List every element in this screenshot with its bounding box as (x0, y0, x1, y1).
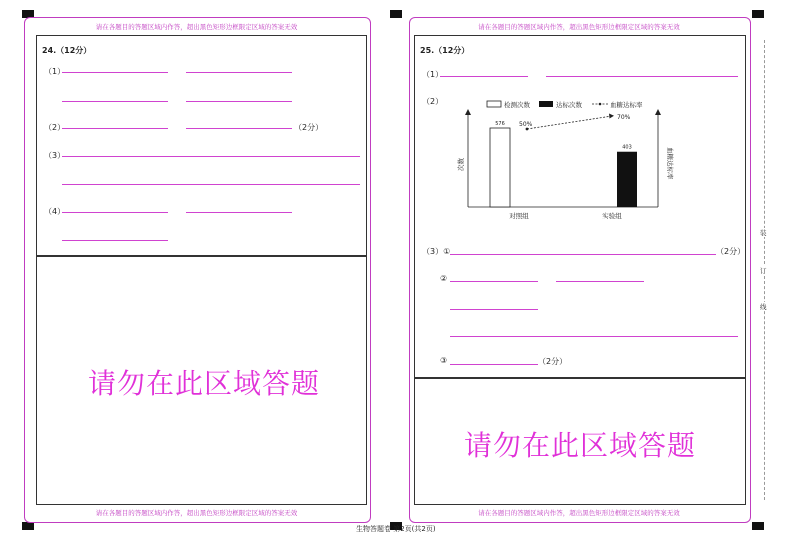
q24-answer-box (36, 35, 367, 257)
legend-swatch-pass (539, 101, 553, 107)
q24-p2-answer-line[interactable] (186, 128, 292, 129)
q24-p3-answer-line[interactable] (62, 184, 360, 185)
q25-title: 25.（12分） (420, 46, 470, 55)
q25-part1-label: （1） (422, 70, 444, 79)
notice-top-right: 请在各题目的答题区域内作答，超出黑色矩形边框限定区域的答案无效 (478, 23, 680, 31)
q24-part2-label: （2） (44, 123, 66, 132)
y-axis-right-label: 血糖达标率 (666, 147, 674, 180)
q24-p4-answer-line[interactable] (62, 212, 168, 213)
rate-arrow (609, 114, 614, 119)
binding-char: 线 (760, 303, 767, 311)
page-footer: 生物答题卷 第2页(共2页) (356, 525, 436, 533)
q24-p1-answer-line[interactable] (186, 101, 292, 102)
q25-p3-item3-score: （2分） (538, 357, 568, 366)
registration-mark (752, 10, 764, 18)
category-label-control: 对照组 (509, 212, 529, 220)
bar-experiment-value: 403 (622, 144, 632, 151)
q25-p3-item3-label: ③ (440, 356, 448, 365)
legend-label-detect: 检测次数 (504, 101, 530, 109)
q24-part4-label: （4） (44, 207, 66, 216)
q25-chart (452, 95, 692, 230)
q25-p3-item2-line[interactable] (450, 336, 738, 337)
q25-p3-item3-line[interactable] (450, 364, 538, 365)
q25-p1-answer-line[interactable] (546, 76, 738, 77)
q25-p3-item2-line[interactable] (556, 281, 644, 282)
q24-p1-answer-line[interactable] (62, 101, 168, 102)
binding-char: 订 (760, 267, 767, 275)
q24-p4-answer-line[interactable] (62, 240, 168, 241)
registration-mark (22, 522, 34, 530)
forbidden-area-text-right: 请勿在此区域答题 (464, 429, 697, 462)
q24-p2-answer-line[interactable] (62, 128, 168, 129)
q24-p2-score: （2分） (294, 123, 324, 132)
q24-part1-label: （1） (44, 67, 66, 76)
q25-p3-item2-line[interactable] (450, 281, 538, 282)
q25-part3-label: （3）① (422, 247, 451, 256)
q24-p1-answer-line[interactable] (62, 72, 168, 73)
q24-part3-label: （3） (44, 151, 66, 160)
rate-label-control: 50% (519, 121, 533, 128)
q24-p3-answer-line[interactable] (62, 156, 360, 157)
left-axis-arrow (465, 109, 471, 115)
q24-title: 24.（12分） (42, 46, 92, 55)
notice-bottom-right: 请在各题目的答题区域内作答，超出黑色矩形边框限定区域的答案无效 (478, 509, 680, 517)
legend-swatch-detect (487, 101, 501, 107)
q25-p3-item2-label: ② (440, 274, 448, 283)
y-axis-left-label: 次数 (457, 158, 465, 171)
notice-bottom-left: 请在各题目的答题区域内作答，超出黑色矩形边框限定区域的答案无效 (95, 509, 298, 517)
right-axis-arrow (655, 109, 661, 115)
registration-mark (752, 522, 764, 530)
q25-p1-answer-line[interactable] (440, 76, 528, 77)
bar-control-value: 576 (495, 121, 505, 128)
q25-p3-answer-line[interactable] (450, 254, 716, 255)
q25-part2-label: （2） (422, 97, 444, 106)
legend-label-rate: 血糖达标率 (610, 101, 643, 109)
legend-marker-rate (599, 103, 602, 106)
legend-label-pass: 达标次数 (556, 101, 582, 109)
notice-top-left: 请在各题目的答题区域内作答，超出黑色矩形边框限定区域的答案无效 (95, 23, 298, 31)
q25-p3-score: （2分） (716, 247, 746, 256)
rate-point-control (526, 128, 529, 131)
q24-p4-answer-line[interactable] (186, 212, 292, 213)
rate-line (527, 116, 612, 129)
rate-label-experiment: 70% (617, 114, 631, 121)
registration-mark (390, 10, 402, 18)
bar-control-detect (490, 128, 510, 207)
bar-experiment-pass (617, 152, 637, 207)
binding-char: 装 (760, 229, 767, 237)
forbidden-area-text-left: 请勿在此区域答题 (88, 367, 321, 400)
category-label-experiment: 实验组 (602, 212, 622, 220)
q25-p3-item2-line[interactable] (450, 309, 538, 310)
q24-p1-answer-line[interactable] (186, 72, 292, 73)
